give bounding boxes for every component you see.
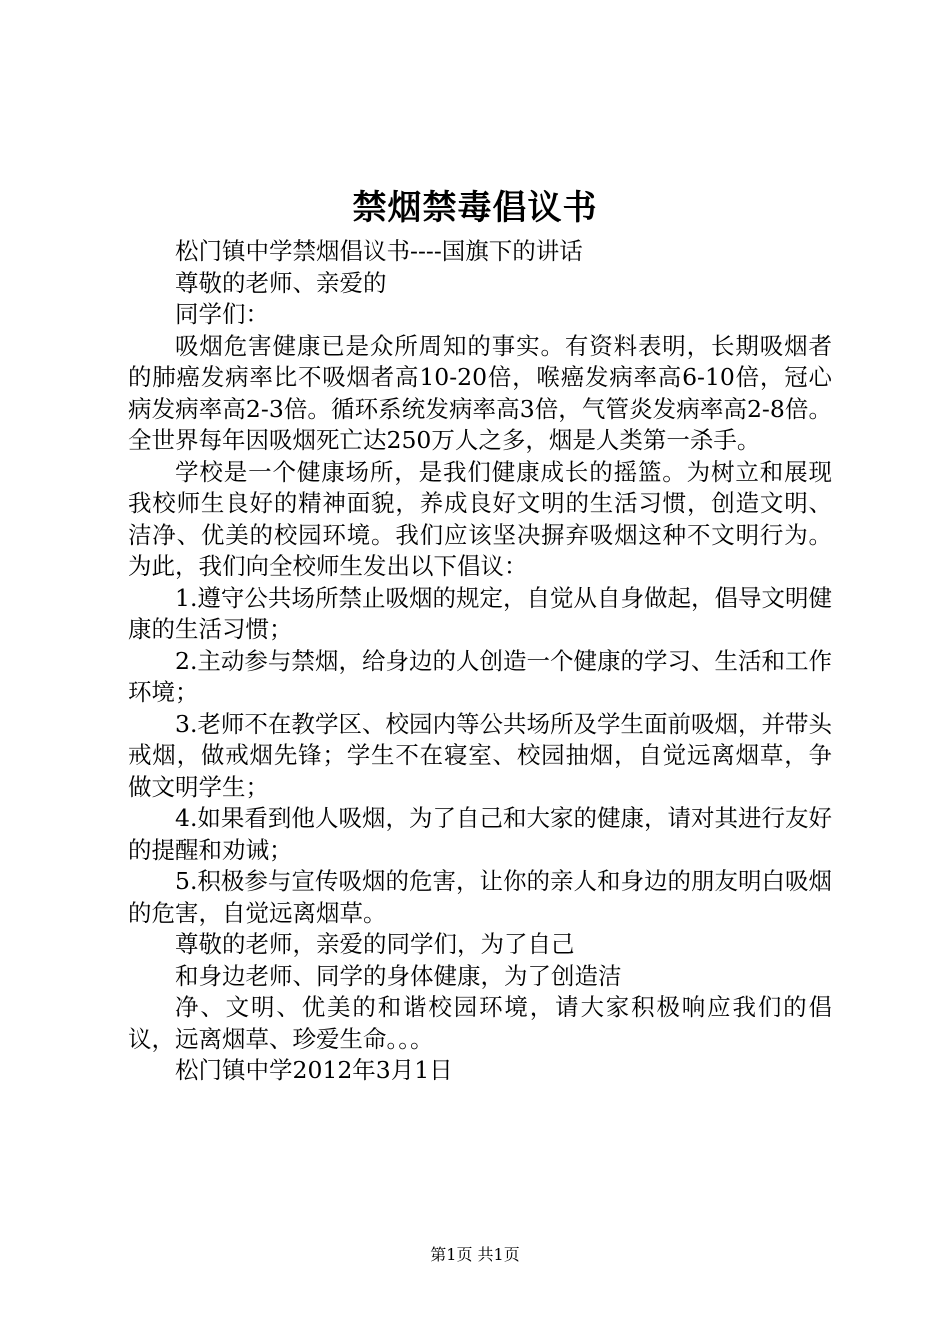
proposal-item-1: 1.遵守公共场所禁止吸烟的规定，自觉从自身做起，倡导文明健康的生活习惯； — [128, 583, 832, 643]
closing-line-1: 尊敬的老师，亲爱的同学们，为了自己 — [175, 930, 575, 958]
salutation-line-1: 尊敬的老师、亲爱的 — [175, 268, 387, 297]
salutation-line-2: 同学们： — [175, 300, 269, 328]
page-number-footer: 第1页 共1页 — [430, 1245, 520, 1264]
document-body — [128, 236, 832, 1087]
closing-line-2: 和身边老师、同学的身体健康，为了创造洁 — [175, 961, 622, 990]
signature-date: 松门镇中学2012年3月1日 — [175, 1056, 453, 1084]
body-paragraph: 学校是一个健康场所，是我们健康成长的摇篮。为树立和展现我校师生良好的精神面貌，养成良好文明的生活习惯，创造文明、洁净、优美的校园环境。我们应该坚决摒弃吸烟这种不文明行为。为此，我们向全校师生发出以下倡议： — [128, 457, 832, 580]
proposal-item-2: 2.主动参与禁烟，给身边的人创造一个健康的学习、生活和工作环境； — [128, 646, 832, 706]
proposal-item-3: 3.老师不在教学区、校园内等公共场所及学生面前吸烟，并带头戒烟，做戒烟先锋；学生不在寝室、校园抽烟，自觉远离烟草，争做文明学生； — [128, 709, 832, 801]
proposal-item-4: 4.如果看到他人吸烟，为了自己和大家的健康，请对其进行友好的提醒和劝诫； — [128, 804, 832, 864]
subtitle-paragraph: 松门镇中学禁烟倡议书----国旗下的讲话 — [175, 237, 583, 265]
closing-paragraph: 净、文明、优美的和谐校园环境，请大家积极响应我们的倡议，远离烟草、珍爱生命。。。 — [128, 993, 832, 1053]
body-paragraph: 吸烟危害健康已是众所周知的事实。有资料表明，长期吸烟者的肺癌发病率比不吸烟者高10-20倍，喉癌发病率高6-10倍，冠心病发病率高2-3倍。循环系统发病率高3倍，气管炎发病率高2-8倍。全世界每年因吸烟死亡达250万人之多，烟是人类第一杀手。 — [128, 331, 832, 454]
document-title: 禁烟禁毒倡议书 — [352, 188, 598, 228]
proposal-item-5: 5.积极参与宣传吸烟的危害，让你的亲人和身边的朋友明白吸烟的危害，自觉远离烟草。 — [128, 867, 832, 927]
